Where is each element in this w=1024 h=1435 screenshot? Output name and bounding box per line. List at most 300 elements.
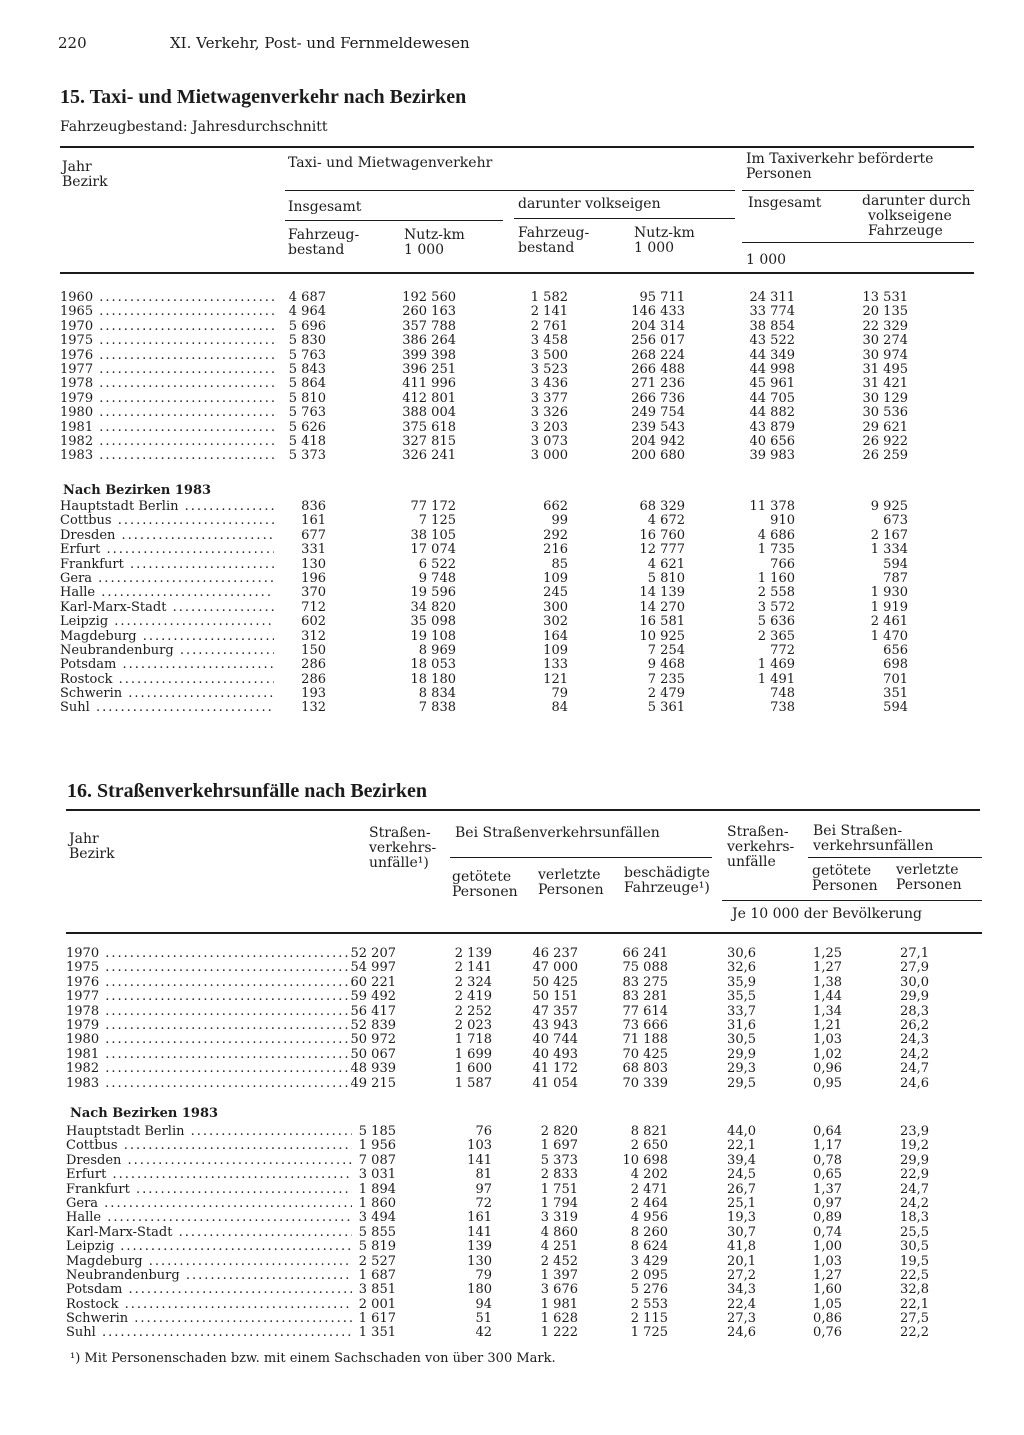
col-vehicles-line2: Fahrzeuge¹) xyxy=(624,880,710,896)
row-label: Hauptstadt Berlin ..... xyxy=(66,1125,352,1139)
table-cell: 2 023 xyxy=(454,1017,492,1033)
table-cell: 594 xyxy=(883,556,908,572)
table-cell: 48 939 xyxy=(350,1061,396,1077)
table-row xyxy=(60,320,985,334)
table-cell: 84 xyxy=(551,700,568,716)
row-label: 1981 ..... xyxy=(60,421,274,435)
table15-col-nutzkm xyxy=(404,228,465,258)
table16-col-accidents-rate xyxy=(727,825,794,870)
table-cell: 260 163 xyxy=(402,304,456,320)
table-cell: 1 222 xyxy=(540,1325,578,1341)
table-cell: 5 636 xyxy=(757,614,795,630)
row-label: 1980 ..... xyxy=(60,406,274,420)
row-label: Cottbus ..... xyxy=(66,1139,352,1153)
table16-section-bezirke: Nach Bezirken 1983 xyxy=(70,1106,219,1121)
table-cell: 26 922 xyxy=(862,433,908,449)
table-cell: 47 357 xyxy=(532,1003,578,1019)
table-cell: 29 621 xyxy=(862,419,908,435)
col-injured-rate-line2: Personen xyxy=(896,877,962,893)
table15-sub-volkseigen: darunter volkseigen xyxy=(518,196,661,212)
table-cell: 40 656 xyxy=(749,433,795,449)
table16-col-accidents xyxy=(369,826,436,871)
table16-rule-group1 xyxy=(450,857,712,858)
table-row xyxy=(60,500,985,514)
col-bestand2-line2: bestand xyxy=(518,240,575,256)
table-cell: 1 397 xyxy=(540,1267,578,1283)
table15-group-taxi: Taxi- und Mietwagenverkehr xyxy=(288,155,493,171)
table-cell: 24,6 xyxy=(900,1075,929,1091)
table15-district-rows xyxy=(60,500,985,716)
col-bestand-line1: Fahrzeug- xyxy=(288,227,360,243)
table-cell: 22,1 xyxy=(727,1138,756,1154)
table-cell: 14 270 xyxy=(639,599,685,615)
table-cell: 47 000 xyxy=(532,960,578,976)
table-row xyxy=(60,572,985,586)
table-cell: 130 xyxy=(467,1253,492,1269)
row-label: Magdeburg ..... xyxy=(60,630,274,644)
table-cell: 52 839 xyxy=(350,1017,396,1033)
table-cell: 1 919 xyxy=(870,599,908,615)
table15-sub-total2: Insgesamt xyxy=(748,195,822,211)
table-cell: 22,5 xyxy=(900,1267,929,1283)
table-cell: 4 686 xyxy=(757,527,795,543)
table-cell: 18,3 xyxy=(900,1210,929,1226)
col-nutzkm-line1: Nutz-km xyxy=(404,227,465,243)
table-cell: 0,78 xyxy=(813,1152,842,1168)
table-cell: 49 215 xyxy=(350,1075,396,1091)
table-cell: 0,65 xyxy=(813,1167,842,1183)
table-cell: 351 xyxy=(883,686,908,702)
table-cell: 2 095 xyxy=(630,1267,668,1283)
table-cell: 32,6 xyxy=(727,960,756,976)
table-cell: 44 349 xyxy=(749,347,795,363)
table-cell: 22,4 xyxy=(727,1296,756,1312)
table-cell: 1,00 xyxy=(813,1239,842,1255)
table-cell: 22,9 xyxy=(900,1167,929,1183)
table-cell: 1 160 xyxy=(757,570,795,586)
table-row xyxy=(66,1283,996,1297)
table-cell: 3 523 xyxy=(530,361,568,377)
table16-unit: Je 10 000 der Bevölkerung xyxy=(732,906,923,922)
table-cell: 4 621 xyxy=(647,556,685,572)
col-accidents-rate-line2: verkehrs- xyxy=(727,839,795,855)
table-cell: 5 864 xyxy=(288,376,326,392)
table-cell: 54 997 xyxy=(350,960,396,976)
table-cell: 594 xyxy=(883,700,908,716)
table-cell: 0,96 xyxy=(813,1061,842,1077)
stub-head-year: Jahr xyxy=(69,831,99,847)
table-cell: 2 141 xyxy=(454,960,492,976)
table-cell: 77 614 xyxy=(622,1003,668,1019)
table-cell: 1 718 xyxy=(454,1032,492,1048)
row-label: Cottbus ..... xyxy=(60,514,274,528)
table-cell: 5 361 xyxy=(647,700,685,716)
table-cell: 1,21 xyxy=(813,1017,842,1033)
table-cell: 656 xyxy=(883,642,908,658)
sub-darunter-line3: Fahrzeuge xyxy=(868,223,943,239)
table15-rule-group2 xyxy=(742,190,974,191)
table-cell: 0,76 xyxy=(813,1325,842,1341)
table-row xyxy=(60,363,985,377)
table-cell: 3 436 xyxy=(530,376,568,392)
table-cell: 1,27 xyxy=(813,960,842,976)
row-label: Suhl ..... xyxy=(60,701,274,715)
table-row xyxy=(66,1019,996,1033)
table16-col-killed xyxy=(452,870,518,900)
table-cell: 787 xyxy=(883,570,908,586)
table-cell: 1,60 xyxy=(813,1282,842,1298)
table-cell: 139 xyxy=(467,1239,492,1255)
table-cell: 35 098 xyxy=(410,614,456,630)
col-nutzkm2-line1: Nutz-km xyxy=(634,225,695,241)
table-row xyxy=(66,1154,996,1168)
table16-rule-group2 xyxy=(808,857,982,858)
row-label: Erfurt ..... xyxy=(60,543,274,557)
table-cell: 22 329 xyxy=(862,318,908,334)
table-cell: 24,7 xyxy=(900,1181,929,1197)
table16-footnote: ¹) Mit Personenschaden bzw. mit einem Sachschaden von über 300 Mark. xyxy=(70,1351,556,1366)
col-nutzkm2-line2: 1 000 xyxy=(634,240,675,256)
table-cell: 20 135 xyxy=(862,304,908,320)
table-cell: 11 378 xyxy=(749,499,795,514)
table-cell: 4 687 xyxy=(288,290,326,305)
table-cell: 30,5 xyxy=(900,1239,929,1255)
table-cell: 43 943 xyxy=(532,1017,578,1033)
table-cell: 2 761 xyxy=(530,318,568,334)
table-cell: 256 017 xyxy=(631,333,685,349)
table-cell: 412 801 xyxy=(402,390,456,406)
table-cell: 24,5 xyxy=(727,1167,756,1183)
table-cell: 271 236 xyxy=(631,376,685,392)
table16-col-injured-rate xyxy=(896,863,962,893)
table-cell: 331 xyxy=(301,542,326,558)
table-cell: 19 596 xyxy=(410,585,456,601)
table-cell: 41 172 xyxy=(532,1061,578,1077)
table-row xyxy=(66,1033,996,1047)
table-cell: 7 087 xyxy=(358,1152,396,1168)
table-cell: 27,3 xyxy=(727,1311,756,1327)
table-cell: 30,6 xyxy=(727,946,756,961)
table-cell: 268 224 xyxy=(631,347,685,363)
table-cell: 3 494 xyxy=(358,1210,396,1226)
table-row xyxy=(60,514,985,528)
table-row xyxy=(66,1197,996,1211)
table-cell: 30,0 xyxy=(900,974,929,990)
row-label: Leipzig ..... xyxy=(60,615,274,629)
table-row xyxy=(60,658,985,672)
table-cell: 5 418 xyxy=(288,433,326,449)
table-cell: 27,5 xyxy=(900,1311,929,1327)
table-cell: 132 xyxy=(301,700,326,716)
row-label: 1975 ..... xyxy=(66,961,352,975)
table-cell: 18 180 xyxy=(410,671,456,687)
table15-rule-sub2 xyxy=(514,218,735,219)
table-cell: 18 053 xyxy=(410,657,456,673)
table-cell: 0,89 xyxy=(813,1210,842,1226)
row-label: 1978 ..... xyxy=(66,1005,352,1019)
table-cell: 1 794 xyxy=(540,1195,578,1211)
table-cell: 0,97 xyxy=(813,1195,842,1211)
row-label: Gera ..... xyxy=(60,572,274,586)
table-cell: 8 821 xyxy=(630,1124,668,1139)
table-cell: 34 820 xyxy=(410,599,456,615)
table-row xyxy=(66,1077,996,1091)
table-cell: 5 185 xyxy=(358,1124,396,1139)
table-row xyxy=(66,1062,996,1076)
table-cell: 19,3 xyxy=(727,1210,756,1226)
table-row xyxy=(60,392,985,406)
table-cell: 150 xyxy=(301,642,326,658)
table-cell: 5 843 xyxy=(288,361,326,377)
table-cell: 77 172 xyxy=(410,499,456,514)
table-cell: 29,9 xyxy=(727,1046,756,1062)
table-cell: 35,5 xyxy=(727,989,756,1005)
table-cell: 39,4 xyxy=(727,1152,756,1168)
row-label: 1977 ..... xyxy=(60,363,274,377)
row-label: 1965 ..... xyxy=(60,305,274,319)
table-cell: 2 139 xyxy=(454,946,492,961)
table15-rule-group1 xyxy=(285,190,735,191)
table-cell: 7 235 xyxy=(647,671,685,687)
table-cell: 50 151 xyxy=(532,989,578,1005)
table-cell: 6 522 xyxy=(418,556,456,572)
col-injured-line1: verletzte xyxy=(538,867,601,883)
table-cell: 22,2 xyxy=(900,1325,929,1341)
table-cell: 180 xyxy=(467,1282,492,1298)
col-injured-line2: Personen xyxy=(538,882,604,898)
table-cell: 40 493 xyxy=(532,1046,578,1062)
row-label: Potsdam ..... xyxy=(60,658,274,672)
table-cell: 38 854 xyxy=(749,318,795,334)
table-cell: 766 xyxy=(770,556,795,572)
table-cell: 161 xyxy=(301,513,326,529)
table-cell: 1 930 xyxy=(870,585,908,601)
sub-darunter-line1: darunter durch xyxy=(862,193,971,209)
table-row xyxy=(66,1139,996,1153)
table-cell: 2 167 xyxy=(870,527,908,543)
col-killed-line1: getötete xyxy=(452,869,512,885)
row-label: Karl-Marx-Stadt ..... xyxy=(60,601,274,615)
table-cell: 73 666 xyxy=(622,1017,668,1033)
table-cell: 2 419 xyxy=(454,989,492,1005)
table-row xyxy=(60,673,985,687)
table-cell: 79 xyxy=(551,686,568,702)
table-cell: 24,6 xyxy=(727,1325,756,1341)
table-cell: 1 469 xyxy=(757,657,795,673)
col-vehicles-line1: beschädigte xyxy=(624,865,710,881)
table-row xyxy=(60,377,985,391)
table-row xyxy=(60,687,985,701)
table-cell: 375 618 xyxy=(402,419,456,435)
table-cell: 1 697 xyxy=(540,1138,578,1154)
table-cell: 2 365 xyxy=(757,628,795,644)
table-cell: 312 xyxy=(301,628,326,644)
row-label: Rostock ..... xyxy=(66,1298,352,1312)
table-cell: 29,9 xyxy=(900,1152,929,1168)
table-cell: 66 241 xyxy=(622,946,668,961)
table-cell: 701 xyxy=(883,671,908,687)
table-cell: 1 699 xyxy=(454,1046,492,1062)
table-cell: 8 834 xyxy=(418,686,456,702)
table-cell: 4 202 xyxy=(630,1167,668,1183)
table16-col-vehicles xyxy=(624,866,710,896)
table-cell: 30,5 xyxy=(727,1032,756,1048)
col-accidents-rate-line1: Straßen- xyxy=(727,824,789,840)
table-cell: 27,2 xyxy=(727,1267,756,1283)
table-cell: 71 188 xyxy=(622,1032,668,1048)
table-cell: 8 624 xyxy=(630,1239,668,1255)
table-row xyxy=(66,961,996,975)
table16-group-accidents: Bei Straßenverkehrsunfällen xyxy=(455,825,660,841)
table16-col-killed-rate xyxy=(812,864,878,894)
table-cell: 4 956 xyxy=(630,1210,668,1226)
table-cell: 10 698 xyxy=(622,1152,668,1168)
row-label: Leipzig ..... xyxy=(66,1240,352,1254)
table-cell: 31 495 xyxy=(862,361,908,377)
table15-header-bottom-rule xyxy=(60,272,974,274)
table-cell: 26,2 xyxy=(900,1017,929,1033)
col-accidents-line3: unfälle¹) xyxy=(369,855,429,871)
table16-district-rows xyxy=(66,1125,996,1341)
table-cell: 3 458 xyxy=(530,333,568,349)
table-cell: 1,05 xyxy=(813,1296,842,1312)
table-row xyxy=(60,615,985,629)
table-cell: 2 464 xyxy=(630,1195,668,1211)
table15-rule-sub1 xyxy=(285,220,503,221)
col-bestand-line2: bestand xyxy=(288,242,345,258)
table-cell: 164 xyxy=(543,628,568,644)
row-label: 1970 ..... xyxy=(66,947,352,961)
table-cell: 85 xyxy=(551,556,568,572)
table-row xyxy=(66,947,996,961)
table-cell: 5 819 xyxy=(358,1239,396,1255)
row-label: 1975 ..... xyxy=(60,334,274,348)
table-cell: 1,03 xyxy=(813,1032,842,1048)
table-cell: 30 129 xyxy=(862,390,908,406)
table-cell: 204 314 xyxy=(631,318,685,334)
row-label: Frankfurt ..... xyxy=(60,558,274,572)
table-cell: 3 031 xyxy=(358,1167,396,1183)
table-cell: 81 xyxy=(475,1167,492,1183)
table-cell: 3 851 xyxy=(358,1282,396,1298)
row-label: Hauptstadt Berlin ..... xyxy=(60,500,274,514)
row-label: 1976 ..... xyxy=(66,976,352,990)
table-cell: 738 xyxy=(770,700,795,716)
table-cell: 1 725 xyxy=(630,1325,668,1341)
table-cell: 292 xyxy=(543,527,568,543)
table-cell: 16 581 xyxy=(639,614,685,630)
table-cell: 357 788 xyxy=(402,318,456,334)
stub-head-district: Bezirk xyxy=(69,846,115,862)
table-cell: 9 468 xyxy=(647,657,685,673)
table-cell: 83 281 xyxy=(622,989,668,1005)
table-cell: 22,1 xyxy=(900,1296,929,1312)
table-cell: 25,5 xyxy=(900,1224,929,1240)
table-cell: 192 560 xyxy=(402,290,456,305)
table-cell: 30 536 xyxy=(862,405,908,421)
table-row xyxy=(60,644,985,658)
table15-title: 15. Taxi- und Mietwagenverkehr nach Bezirken xyxy=(60,86,467,108)
table-row xyxy=(60,543,985,557)
table-cell: 370 xyxy=(301,585,326,601)
table-cell: 193 xyxy=(301,686,326,702)
table-cell: 0,74 xyxy=(813,1224,842,1240)
table-row xyxy=(66,1269,996,1283)
table15-col-bestand xyxy=(288,228,359,258)
row-label: Dresden ..... xyxy=(60,529,274,543)
table-cell: 28,3 xyxy=(900,1003,929,1019)
table15-top-rule xyxy=(60,146,974,148)
table-row xyxy=(60,586,985,600)
table-cell: 1,38 xyxy=(813,974,842,990)
table15-year-rows xyxy=(60,291,985,464)
table-cell: 200 680 xyxy=(631,448,685,464)
table-cell: 1,25 xyxy=(813,946,842,961)
table-cell: 27,1 xyxy=(900,946,929,961)
table-cell: 286 xyxy=(301,657,326,673)
table-cell: 8 260 xyxy=(630,1224,668,1240)
table-cell: 33,7 xyxy=(727,1003,756,1019)
table-cell: 20,1 xyxy=(727,1253,756,1269)
table-cell: 2 141 xyxy=(530,304,568,320)
table15-stub-head xyxy=(62,160,108,190)
table15-rule-unit xyxy=(742,242,974,243)
table15-sub-total: Insgesamt xyxy=(288,199,362,215)
group-passengers-line1: Im Taxiverkehr beförderte xyxy=(746,151,934,167)
table-cell: 95 711 xyxy=(639,290,685,305)
table-cell: 3 572 xyxy=(757,599,795,615)
table-cell: 1 894 xyxy=(358,1181,396,1197)
table-cell: 1 334 xyxy=(870,542,908,558)
table-cell: 24,2 xyxy=(900,1195,929,1211)
table-cell: 3 500 xyxy=(530,347,568,363)
table-cell: 1 600 xyxy=(454,1061,492,1077)
table-cell: 239 543 xyxy=(631,419,685,435)
table-cell: 27,9 xyxy=(900,960,929,976)
table-cell: 2 820 xyxy=(540,1124,578,1139)
table-cell: 30 274 xyxy=(862,333,908,349)
table16-col-injured xyxy=(538,868,604,898)
table-cell: 33 774 xyxy=(749,304,795,320)
table-cell: 130 xyxy=(301,556,326,572)
table-row xyxy=(60,291,985,305)
row-label: Schwerin ..... xyxy=(60,687,274,701)
row-label: Magdeburg ..... xyxy=(66,1255,352,1269)
table-cell: 31 421 xyxy=(862,376,908,392)
row-label: Halle ..... xyxy=(66,1211,352,1225)
table-row xyxy=(60,349,985,363)
table-cell: 2 252 xyxy=(454,1003,492,1019)
table-row xyxy=(60,449,985,463)
table-cell: 44 705 xyxy=(749,390,795,406)
table-cell: 2 479 xyxy=(647,686,685,702)
table-cell: 16 760 xyxy=(639,527,685,543)
table-cell: 99 xyxy=(551,513,568,529)
table-cell: 2 452 xyxy=(540,1253,578,1269)
table-cell: 5 696 xyxy=(288,318,326,334)
table-cell: 29,5 xyxy=(727,1075,756,1091)
table-cell: 266 736 xyxy=(631,390,685,406)
row-label: 1982 ..... xyxy=(66,1062,352,1076)
table-cell: 24 311 xyxy=(749,290,795,305)
table-cell: 910 xyxy=(770,513,795,529)
table-cell: 2 527 xyxy=(358,1253,396,1269)
table-row xyxy=(66,1312,996,1326)
table-cell: 0,86 xyxy=(813,1311,842,1327)
table-cell: 7 838 xyxy=(418,700,456,716)
table-cell: 698 xyxy=(883,657,908,673)
table-cell: 109 xyxy=(543,570,568,586)
